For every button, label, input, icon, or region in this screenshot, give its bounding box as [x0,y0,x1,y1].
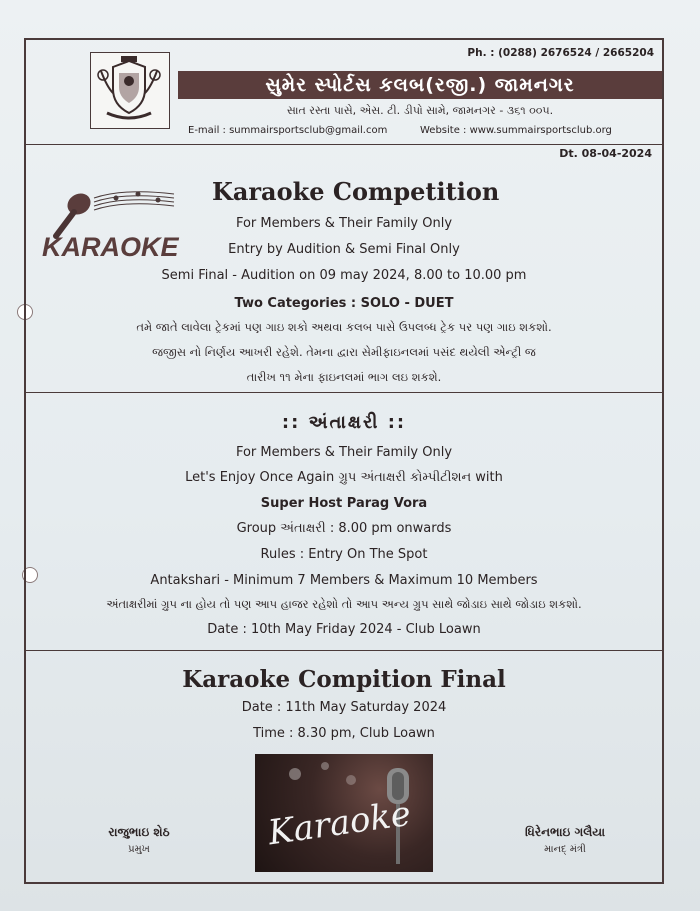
karaoke-competition-title: Karaoke Competition [212,177,500,206]
club-email: E-mail : summairsportsclub@gmail.com [188,125,388,136]
karaoke-photo [255,754,433,872]
header-divider [26,144,662,145]
notice-date: Dt. 08-04-2024 [559,147,652,160]
karaoke-gujarati-line-3: તારીખ ૧૧ મેના ફાઇનલમાં ભાગ લઇ શકશે. [246,370,442,384]
karaoke-gujarati-line-1: તમે જાતે લાવેલા ટ્રેકમાં પણ ગાઇ શકો અથવા કલબ પાસે ઉપલબ્ધ ટ્રેક પર પણ ગાઇ શકશો. [136,320,552,334]
karaoke-categories: Two Categories : SOLO - DUET [234,296,454,311]
karaoke-line-semifinal: Semi Final - Audition on 09 may 2024, 8.00 to 10.00 pm [161,268,527,283]
club-website: Website : www.summairsportsclub.org [420,125,612,136]
antakshari-rules: Rules : Entry On The Spot [260,547,428,562]
antakshari-line-members: For Members & Their Family Only [235,445,453,460]
president-name: રાજુભાઇ શેઠ [108,825,170,839]
karaoke-gujarati-line-2: જજીસ નો નિર્ણય આખરી રહેશે. તેમના દ્વારા સેમીફાઇનલમાં પસંદ થયેલી એન્ટ્રી જ [152,345,536,359]
final-title: Karaoke Compition Final [182,666,506,693]
karaoke-logo-text: KARAOKE [42,232,179,262]
club-crest-icon [90,52,170,129]
final-time: Time : 8.30 pm, Club Loawn [253,726,435,741]
signature-president [74,825,204,855]
section-divider-2 [26,650,662,651]
antakshari-host: Super Host Parag Vora [260,496,428,511]
club-address: સાત રસ્તા પાસે, એસ. ટી. ડીપો સામે, જામનગર - ૩૬૧ ૦૦૫. [286,104,554,117]
secretary-role: માનદ્ મંત્રી [544,844,586,855]
karaoke-line-entry: Entry by Audition & Semi Final Only [228,242,460,257]
flyer-frame [24,38,664,884]
antakshari-line-enjoy: Let's Enjoy Once Again ગ્રુપ અંતાક્ષરી કોમ્પીટીશન with [185,470,503,485]
antakshari-gujarati-note: અંતાક્ષરીમાં ગ્રુપ ના હોય તો પણ આપ હાજર રહેશો તો આપ અન્ય ગ્રુપ સાથે જોડાઇ સાથે જોડાઇ શકશો. [106,597,582,611]
president-role: પ્રમુખ [128,844,150,855]
karaoke-line-members: For Members & Their Family Only [235,216,453,231]
antakshari-date: Date : 10th May Friday 2024 - Club Loawn [207,622,481,637]
signature-secretary [490,825,640,855]
club-name-banner: સુમેર સ્પોર્ટસ કલબ(રજી.) જામનગર [178,71,662,99]
karaoke-photo-text: Karaoke [265,793,414,854]
phone-numbers: Ph. : (0288) 2676524 / 2665204 [467,47,654,59]
section-divider-1 [26,392,662,393]
antakshari-title: :: અંતાક્ષરી :: [281,412,407,433]
final-date: Date : 11th May Saturday 2024 [241,700,447,715]
antakshari-time: Group અંતાક્ષરી : 8.00 pm onwards [236,521,452,536]
secretary-name: ધિરેનભાઇ ગલૈયા [524,825,606,839]
antakshari-members: Antakshari - Minimum 7 Members & Maximum 10 Members [150,573,538,588]
